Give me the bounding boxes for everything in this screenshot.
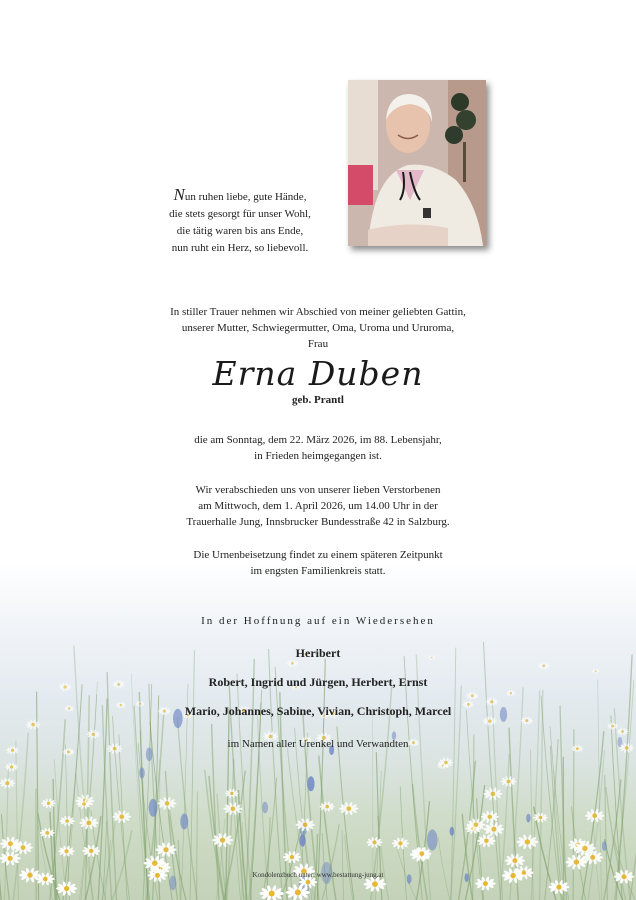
daisy	[26, 719, 41, 729]
cornflower	[139, 767, 145, 778]
daisy	[506, 690, 516, 697]
grass-blade	[275, 667, 293, 900]
poem-line-2: die stets gesorgt für unser Wohl,	[169, 208, 311, 220]
daisy	[607, 722, 618, 730]
portrait-photo	[348, 80, 486, 246]
condolence-book-link[interactable]: Kondolenzbuch unter: www.bestattung-jung.at	[252, 871, 384, 879]
cornflower	[307, 776, 314, 791]
daisy	[339, 802, 358, 816]
daisy	[538, 662, 549, 670]
daisy	[484, 822, 505, 837]
grass-blade	[0, 777, 1, 900]
funeral-line-2: am Mittwoch, dem 1. April 2026, um 14.00 Uhr in der	[198, 500, 438, 512]
grass-blade	[438, 837, 449, 900]
mourner-grandchildren: Mario, Johannes, Sabine, Vivian, Christoph, Marcel	[184, 704, 452, 718]
death-notice-line-1: die am Sonntag, dem 22. März 2026, im 88. Lebensjahr,	[194, 434, 442, 446]
daisy	[466, 691, 478, 700]
intro-line-2: unserer Mutter, Schwiegermutter, Oma, Uroma und Ururoma,	[181, 322, 455, 334]
intro-line-1: In stiller Trauer nehmen wir Abschied von meiner geliebten Gattin,	[170, 306, 466, 318]
death-notice	[0, 432, 636, 464]
daisy	[56, 881, 77, 896]
cornflower	[299, 834, 305, 846]
poem-line-4: nun ruht ein Herz, so liebevoll.	[171, 242, 309, 254]
cornflower	[450, 827, 455, 836]
daisy	[320, 801, 335, 812]
hope-line: In der Hoffnung auf ein Wiedersehen	[201, 615, 435, 627]
maiden-name: geb. Prantl	[292, 394, 344, 406]
cornflower	[427, 829, 438, 850]
grass-blade	[345, 835, 353, 900]
urn-line-2: im engsten Familienkreis statt.	[250, 565, 386, 577]
funeral-line-1: Wir verabschieden uns von unserer lieben Verstorbenen	[195, 484, 441, 496]
daisy	[617, 727, 629, 735]
daisy	[592, 668, 600, 674]
grass-blade	[540, 690, 543, 900]
intro-text	[0, 304, 636, 352]
daisy	[517, 834, 539, 849]
poem-line-1: un ruhen liebe, gute Hände,	[184, 191, 307, 203]
funeral-details	[0, 482, 636, 530]
urn-burial-note	[0, 547, 636, 579]
cornflower	[602, 841, 607, 851]
grass-blade	[541, 696, 561, 900]
grass-blade	[342, 829, 344, 900]
deceased-name: Erna Duben	[212, 354, 424, 393]
mourner-spouse: Heribert	[295, 646, 341, 660]
memorial-poem	[120, 186, 360, 257]
grass-blade	[196, 791, 197, 900]
death-notice-line-2: in Frieden heimgegangen ist.	[254, 450, 382, 462]
mourner-others: im Namen aller Urenkel und Verwandten	[227, 738, 409, 750]
mourner-children: Robert, Ingrid und Jürgen, Herbert, Ernst	[208, 675, 428, 689]
poem-line-3: die tätig waren bis ans Ende,	[176, 225, 304, 237]
cornflower	[526, 814, 530, 823]
grass-blade	[492, 698, 502, 900]
funeral-line-3: Trauerhalle Jung, Innsbrucker Bundesstraße 42 in Salzburg.	[186, 516, 450, 528]
intro-line-3: Frau	[307, 338, 329, 350]
flower-meadow-background	[0, 560, 636, 900]
grass-blade	[531, 691, 539, 900]
cornflower	[262, 802, 268, 814]
cornflower	[149, 799, 158, 817]
daisy	[259, 885, 283, 900]
urn-line-1: Die Urnenbeisetzung findet zu einem späteren Zeitpunkt	[193, 549, 443, 561]
poem-initial: N	[173, 185, 185, 204]
cornflower	[180, 814, 188, 830]
grass-blade	[404, 656, 422, 900]
